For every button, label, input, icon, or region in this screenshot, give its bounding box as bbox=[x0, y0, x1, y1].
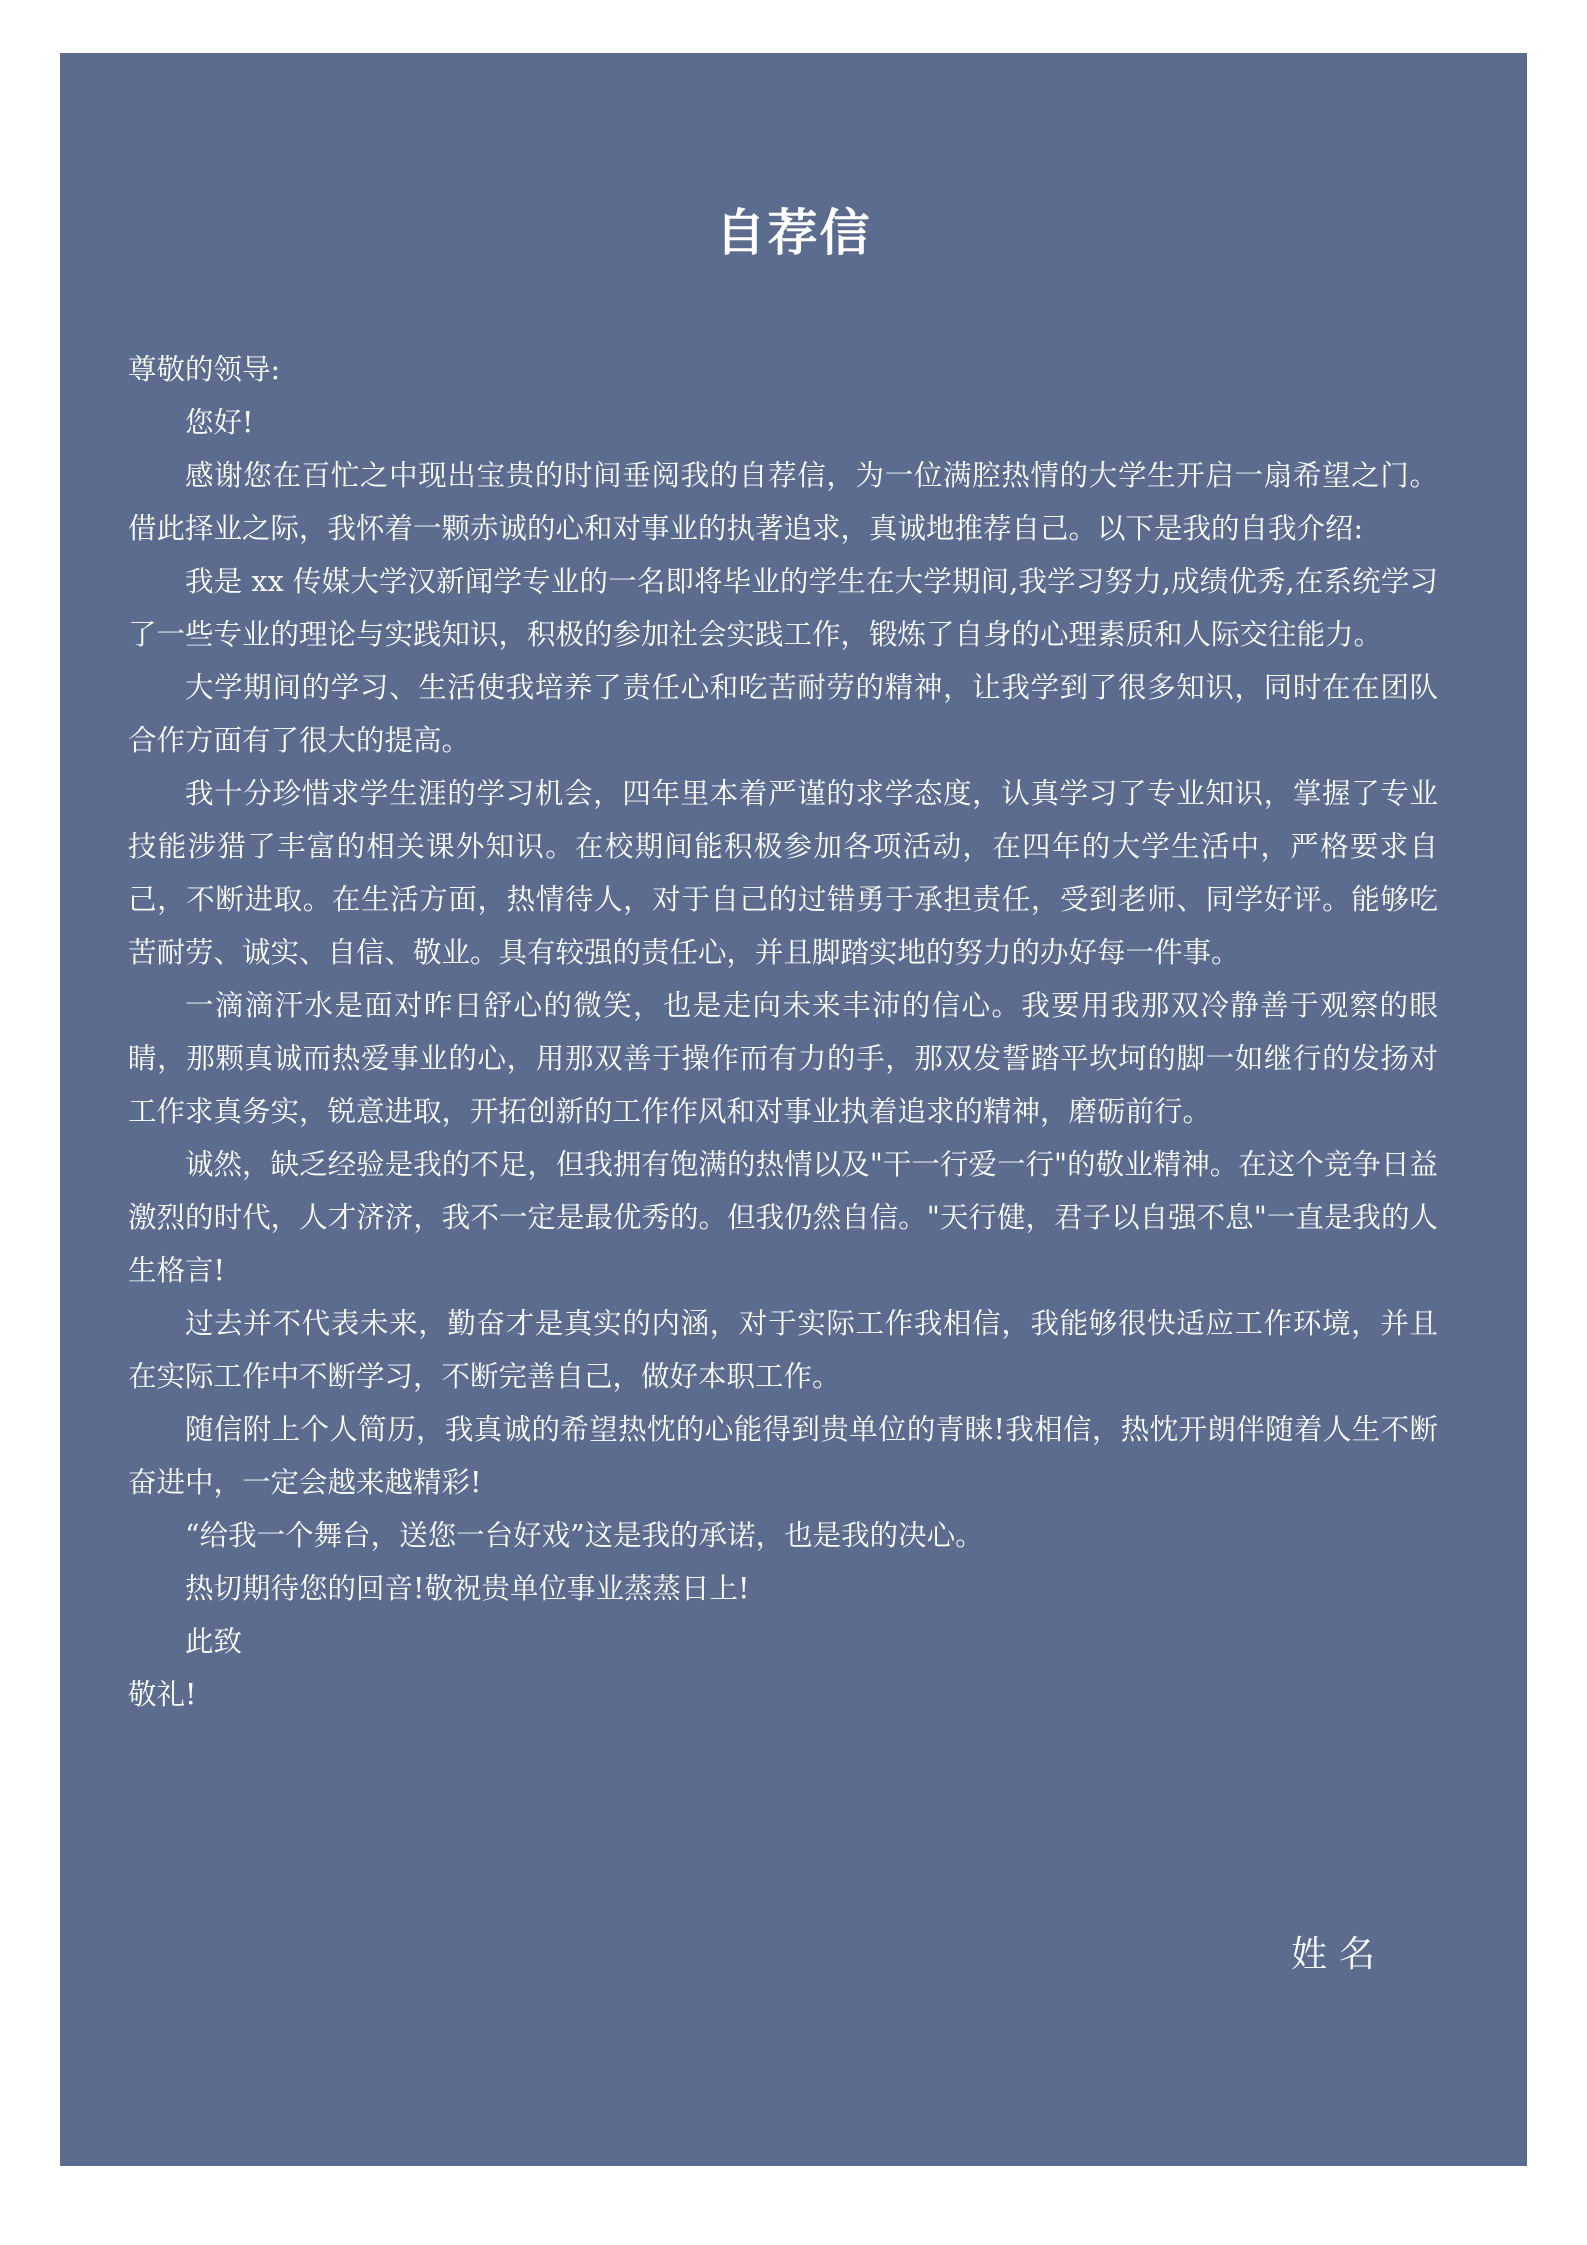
salutation: 尊敬的领导: bbox=[128, 353, 281, 386]
closing-salute: 敬礼! bbox=[128, 1678, 197, 1711]
paragraph-teamwork: 大学期间的学习、生活使我培养了责任心和吃苦耐劳的精神，让我学到了很多知识，同时在在团队合作方面有了很大的提高。 bbox=[128, 671, 1438, 757]
paragraph-resume: 随信附上个人简历，我真诚的希望热忱的心能得到贵单位的青睐!我相信，热忱开朗伴随着人生不断奋进中，一定会越来越精彩! bbox=[128, 1413, 1438, 1499]
closing-regards: 此致 bbox=[185, 1625, 243, 1658]
greeting: 您好! bbox=[185, 406, 254, 439]
letter-body bbox=[128, 343, 1438, 1721]
letter-page bbox=[60, 53, 1527, 2166]
paragraph-promise: “给我一个舞台，送您一台好戏”这是我的承诺，也是我的决心。 bbox=[185, 1519, 984, 1552]
paragraph-thanks: 感谢您在百忙之中现出宝贵的时间垂阅我的自荐信，为一位满腔热情的大学生开启一扇希望之门。借此择业之际，我怀着一颗赤诚的心和对事业的执著追求，真诚地推荐自己。以下是我的自我介绍: bbox=[128, 459, 1438, 545]
paragraph-expectation: 热切期待您的回音!敬祝贵单位事业蒸蒸日上! bbox=[185, 1572, 750, 1605]
page-title: 自荐信 bbox=[715, 204, 872, 262]
signature-name: 姓名 bbox=[1290, 1934, 1387, 1975]
paragraph-future: 过去并不代表未来，勤奋才是真实的内涵，对于实际工作我相信，我能够很快适应工作环境，并且在实际工作中不断学习，不断完善自己，做好本职工作。 bbox=[128, 1307, 1438, 1393]
paragraph-confidence: 诚然，缺乏经验是我的不足，但我拥有饱满的热情以及"干一行爱一行"的敬业精神。在这个竞争日益激烈的时代，人才济济，我不一定是最优秀的。但我仍然自信。"天行健，君子以自强不息"一直是我的人生格言! bbox=[128, 1148, 1438, 1287]
paragraph-education: 我是 xx 传媒大学汉新闻学专业的一名即将毕业的学生在大学期间,我学习努力,成绩优秀,在系统学习了一些专业的理论与实践知识，积极的参加社会实践工作，锻炼了自身的心理素质和人际交往能力。 bbox=[128, 565, 1438, 651]
paragraph-study: 我十分珍惜求学生涯的学习机会，四年里本着严谨的求学态度，认真学习了专业知识，掌握了专业技能涉猎了丰富的相关课外知识。在校期间能积极参加各项活动，在四年的大学生活中，严格要求自己，不断进取。在生活方面，热情待人，对于自己的过错勇于承担责任，受到老师、同学好评。能够吃苦耐劳、诚实、自信、敬业。具有较强的责任心，并且脚踏实地的努力的办好每一件事。 bbox=[128, 777, 1438, 969]
paragraph-determination: 一滴滴汗水是面对昨日舒心的微笑，也是走向未来丰沛的信心。我要用我那双冷静善于观察的眼睛，那颗真诚而热爱事业的心，用那双善于操作而有力的手，那双发誓踏平坎坷的脚一如继行的发扬对工作求真务实，锐意进取，开拓创新的工作作风和对事业执着追求的精神，磨砺前行。 bbox=[128, 989, 1438, 1128]
